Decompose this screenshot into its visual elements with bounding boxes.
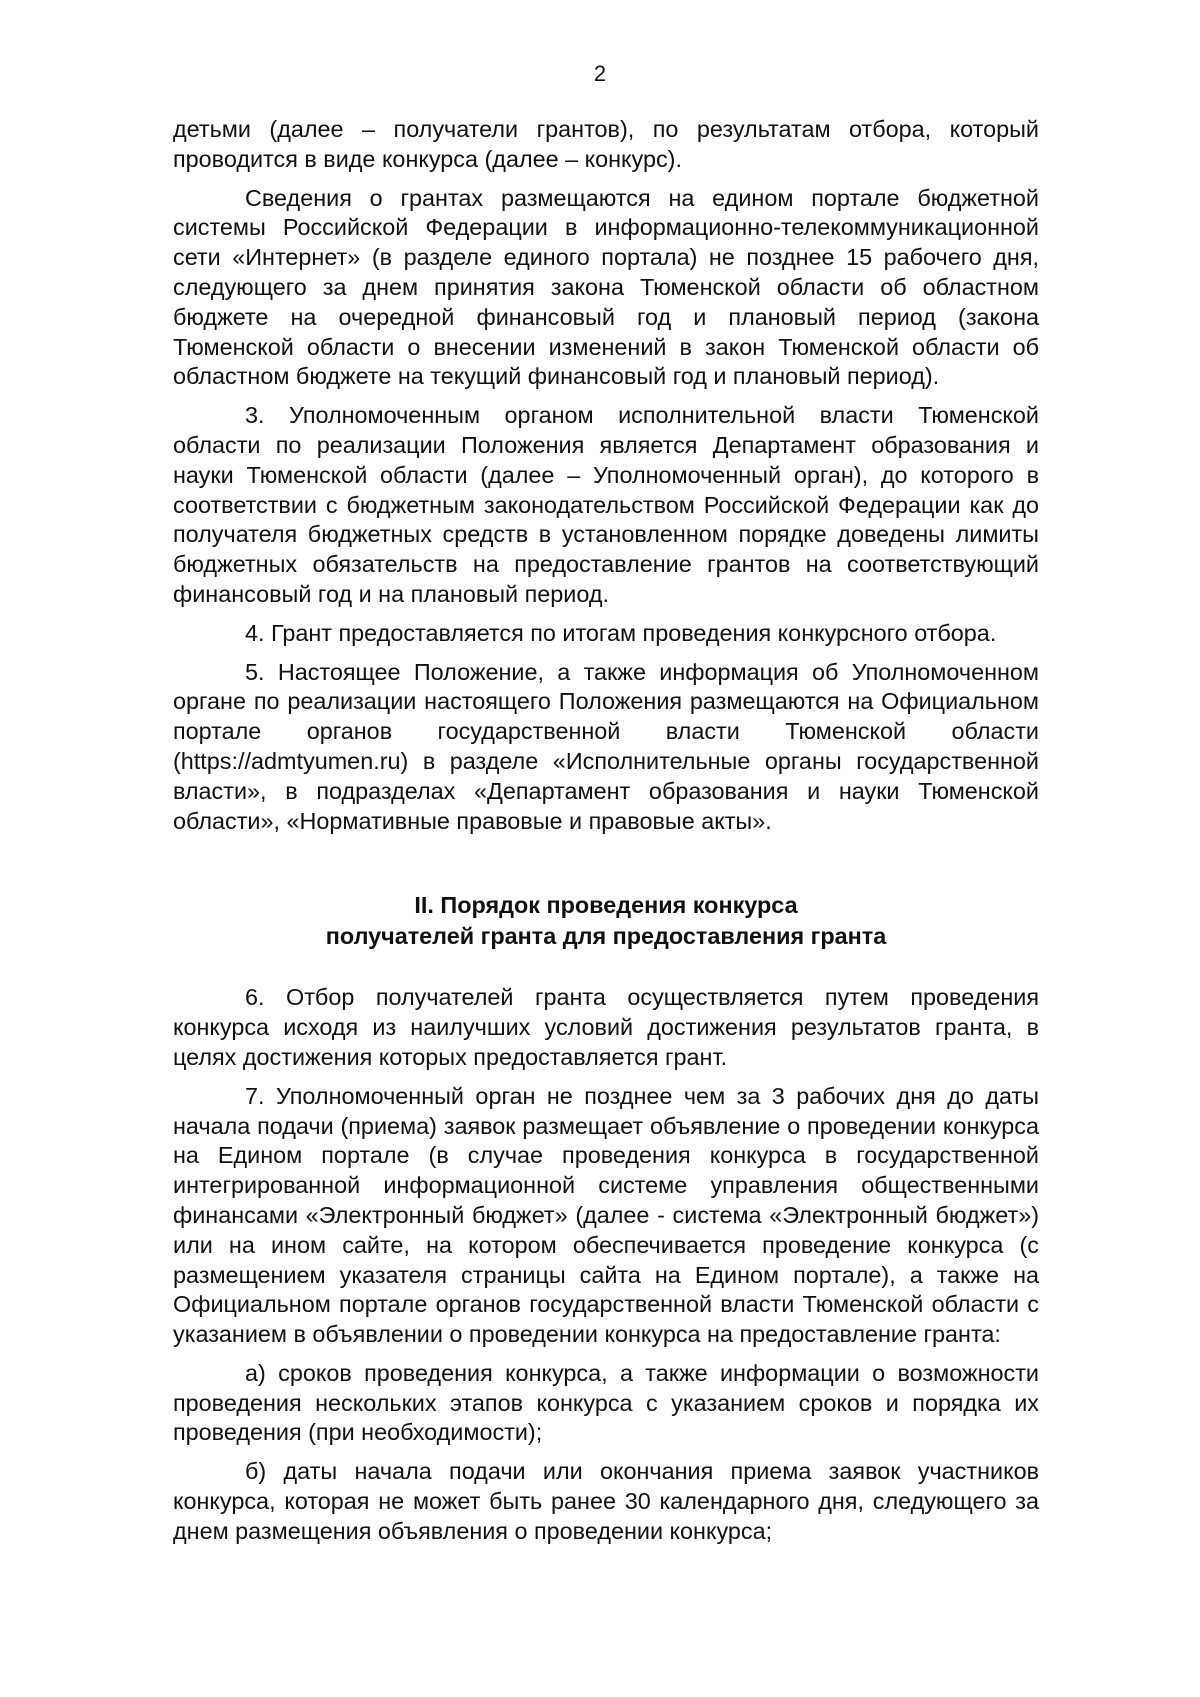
document-body [173, 115, 1039, 1556]
paragraph-item-3: 3. Уполномоченным органом исполнительной власти Тюменской области по реализации Положения является Департамент образования и науки Тюменской области (далее – Уполномоченный орган), до которого в соответствии с бюджетным законодательством Российской Федерации как до получателя бюджетных средств в установленном порядке доведены лимиты бюджетных обязательств на предоставление грантов на соответствующий финансовый год и на плановый период. [173, 402, 1039, 607]
paragraph-item-4: 4. Грант предоставляется по итогам проведения конкурсного отбора. [245, 619, 997, 646]
section-heading-line-2: получателей гранта для предоставления гранта [325, 923, 887, 950]
paragraph-intro-continuation: детьми (далее – получатели грантов), по результатам отбора, который проводится в виде конкурса (далее – конкурс). [173, 116, 1039, 172]
paragraph-grant-info: Сведения о грантах размещаются на едином портале бюджетной системы Российской Федерации в информационно-телекоммуникационной сети «Интернет» (в разделе единого портала) не позднее 15 рабочего дня, следующего за днем принятия закона Тюменской области об областном бюджете на очередной финансовый год и плановый период (закона Тюменской области о внесении изменений в закон Тюменской области об областном бюджете на текущий финансовый год и плановый период). [173, 184, 1039, 390]
paragraph-item-7a: а) сроков проведения конкурса, а также информации о возможности проведения нескольких этапов конкурса с указанием сроков и порядка их проведения (при необходимости); [173, 1359, 1039, 1446]
section-heading [173, 890, 1039, 952]
paragraph-item-7b: б) даты начала подачи или окончания приема заявок участников конкурса, которая не может быть ранее 30 календарного дня, следующего за днем размещения объявления о проведении конкурса; [173, 1458, 1039, 1544]
paragraph-item-5: 5. Настоящее Положение, а также информация об Уполномоченном органе по реализации настоящего Положения размещаются на Официальном портале органов государственной власти Тюменской области (https://admtyumen.ru) в разделе «Исполнительные органы государственной власти», в подразделах «Департамент образования и науки Тюменской области», «Нормативные правовые и правовые акты». [173, 658, 1039, 834]
paragraph-item-6: 6. Отбор получателей гранта осуществляется путем проведения конкурса исходя из наилучших условий достижения результатов гранта, в целях достижения которых предоставляется грант. [173, 984, 1039, 1070]
page-number: 2 [593, 61, 607, 86]
section-heading-line-1: II. Порядок проведения конкурса [414, 892, 798, 919]
paragraph-item-7: 7. Уполномоченный орган не позднее чем за 3 рабочих дня до даты начала подачи (приема) заявок размещает объявление о проведении конкурса на Едином портале (в случае проведения конкурса в государственной интегрированной информационной системе управления общественными финансами «Электронный бюджет» (далее - система «Электронный бюджет») или на ином сайте, на котором обеспечивается проведение конкурса (с размещением указателя страницы сайта на Едином портале), а также на Официальном портале органов государственной власти Тюменской области с указанием в объявлении о проведении конкурса на предоставление гранта: [173, 1082, 1039, 1348]
